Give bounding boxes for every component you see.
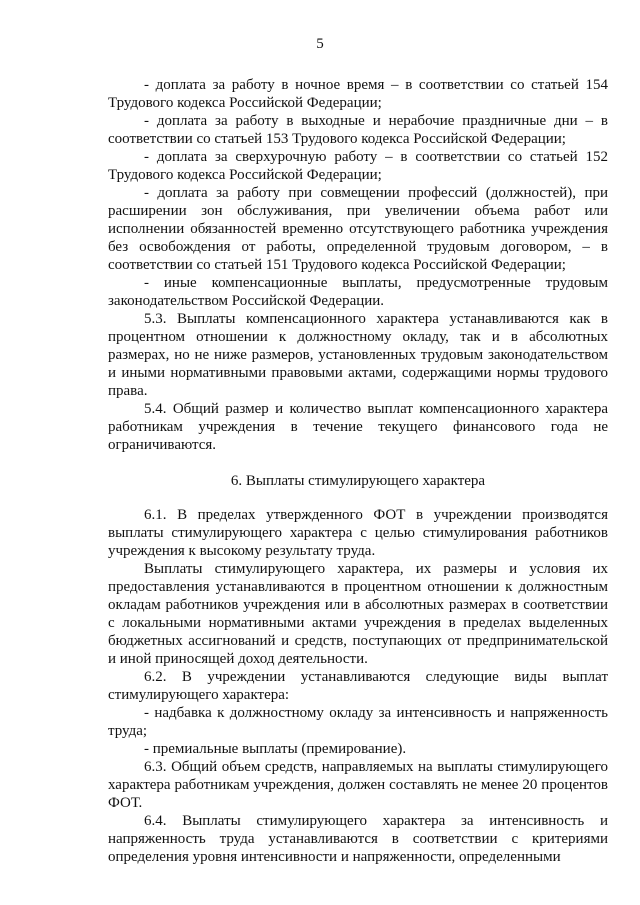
paragraph-combined-duties: - доплата за работу при совмещении профессий (должностей), при расширении зон обслуживания, при увеличении объема работ или исполнении обязанностей временно отсутствующего работника учреждения без освобождения от работы, определенной трудовым договором, – в соответствии со статьей 151 Трудового кодекса Российской Федерации; <box>108 185 608 273</box>
paragraph-6-1: 6.1. В пределах утвержденного ФОТ в учреждении производятся выплаты стимулирующего характера с целью стимулирования работников учреждения к высокому результату труда. <box>108 507 608 559</box>
page-number: 5 <box>316 36 324 52</box>
paragraph-overtime-work: - доплата за сверхурочную работу – в соответствии со статьей 152 Трудового кодекса Российской Федерации; <box>108 149 608 183</box>
paragraph-6-3: 6.3. Общий объем средств, направляемых на выплаты стимулирующего характера работникам учреждения, должен составлять не менее 20 процентов ФОТ. <box>108 759 608 811</box>
document-body <box>108 76 608 866</box>
paragraph-incentive-conditions: Выплаты стимулирующего характера, их размеры и условия их предоставления устанавливаются в процентном отношении к должностным окладам работников учреждения или в абсолютных размерах в соответствии с локальными нормативными актами учреждения в пределах выделенных бюджетных ассигнований и средств, поступающих от предпринимательской и иной приносящей доход деятельности. <box>108 561 608 667</box>
paragraph-6-4: 6.4. Выплаты стимулирующего характера за интенсивность и напряженность труда устанавливаются в соответствии с критериями определения уровня интенсивности и напряженности, определенными <box>108 813 608 865</box>
section-heading: 6. Выплаты стимулирующего характера <box>230 473 486 489</box>
paragraph-night-work: - доплата за работу в ночное время – в соответствии со статьей 154 Трудового кодекса Российской Федерации; <box>108 77 608 111</box>
paragraph-6-2: 6.2. В учреждении устанавливаются следующие виды выплат стимулирующего характера: <box>108 669 608 703</box>
paragraph-5-4: 5.4. Общий размер и количество выплат компенсационного характера работникам учреждения в течение текущего финансового года не ограничиваются. <box>108 401 608 453</box>
paragraph-premium-payments: - премиальные выплаты (премирование). <box>144 741 407 757</box>
paragraph-holiday-work: - доплата за работу в выходные и нерабочие праздничные дни – в соответствии со статьей 153 Трудового кодекса Российской Федерации; <box>108 113 608 147</box>
paragraph-5-3: 5.3. Выплаты компенсационного характера устанавливаются как в процентном отношении к должностному окладу, так и в абсолютных размерах, но не ниже размеров, установленных трудовым законодательством и иными нормативными правовыми актами, содержащими нормы трудового права. <box>108 311 608 399</box>
paragraph-other-compensation: - иные компенсационные выплаты, предусмотренные трудовым законодательством Российской Федерации. <box>108 275 608 309</box>
paragraph-intensity-bonus: - надбавка к должностному окладу за интенсивность и напряженность труда; <box>108 705 608 739</box>
